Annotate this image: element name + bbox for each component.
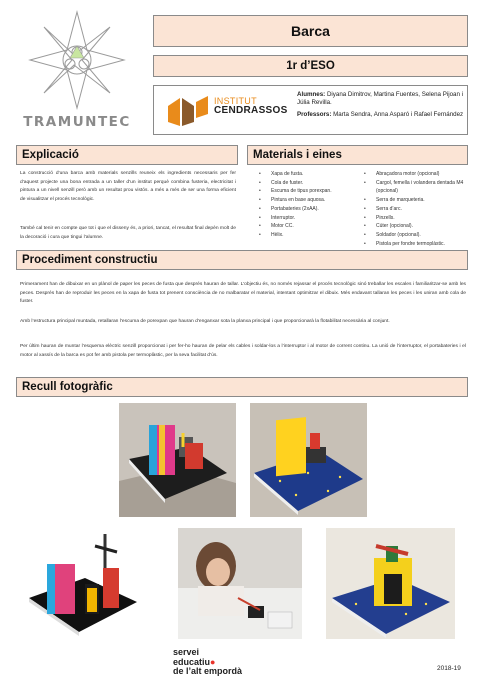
teachers: Professors: Marta Sendra, Anna Asparó i Rafael Fernández	[297, 111, 464, 119]
material-item: • Serra de marqueteria.	[362, 196, 466, 205]
material-item: • Cúter (opcional).	[362, 222, 466, 231]
section-procedure-title: Procediment constructiu	[16, 250, 468, 270]
photo-boat-1	[119, 403, 236, 517]
material-item: • Cola de fuster.	[257, 179, 357, 188]
material-item: • Serra d’arc.	[362, 205, 466, 214]
authors	[297, 91, 465, 120]
grade-label: 1r d’ESO	[153, 55, 468, 77]
material-item: • Escuma de tipus porexpan.	[257, 187, 357, 196]
institut-name: INSTITUT CENDRASSOS	[214, 96, 288, 116]
explanation-paragraph-1: La construcció d’una barca amb materials senzills reuneix els ingredients necessaris per fer d’aquest projecte una bona entrada a un taller d’un institut perquè combina fusteria, electricitat i pintura a un nivell senzill però amb un resultat prou vistós. a més a més de ser una forma eficient de visualitzar el procés tecnològic.	[20, 171, 236, 202]
brand-name: TRAMUNTEC	[23, 114, 131, 130]
credits-box	[153, 85, 468, 135]
photo-boat-4	[326, 528, 455, 639]
materials-list-1	[257, 170, 357, 240]
material-item: • Interruptor.	[257, 214, 357, 223]
photo-boat-3	[21, 528, 141, 639]
logo-dot-icon: ●	[210, 656, 216, 667]
students: Alumnes: Diyana Dimitrov, Martina Fuentes, Selena Pijoan i Júlia Revilla.	[297, 91, 464, 107]
material-item: • Abraçadora motor (opcional)	[362, 170, 466, 179]
photo-student-soldering	[178, 528, 302, 639]
explanation-paragraph-2: També cal tenir en compte que tot i que el disseny és, a priori, tancat, el resultat final depèn molt de la decoració i cura que tingui l’alumne.	[20, 226, 236, 240]
material-item: • Soldador (opcional).	[362, 231, 466, 240]
material-item: • Portabateries (2xAA).	[257, 205, 357, 214]
material-item: • Pinzells.	[362, 214, 466, 223]
section-photos-title: Recull fotogràfic	[16, 377, 468, 397]
procedure-paragraph-3: Per últim hauran de muntar l’esquema elèctric senzill proporcionat i per fer-ho hauran de pelar els cables i soldar-los a l’interruptor i al motor de corrent continu. La unió de l’interruptor, el portabateries i el motor al xassís de la barca es pot fer amb pistola per termoplàstic, per la seva facilitat d’ús.	[20, 344, 466, 358]
material-item: • Pistola per fondre termoplàstic.	[362, 240, 466, 249]
photo-boat-2	[250, 403, 367, 517]
section-materials-title: Materials i eines	[247, 145, 468, 165]
material-item: • Hèlix.	[257, 231, 357, 240]
material-item: • Pintura en base aquosa.	[257, 196, 357, 205]
material-item: • Xapa de fusta.	[257, 170, 357, 179]
material-item: • Cargol, femella i volandera dentada M4 (opcional)	[362, 179, 466, 196]
procedure-paragraph-1: Primerament han de dibuixar en un plànol de paper les peces de fusta que després hauran de tallar. L’objectiu és, no només rejassar el procés tecnològic sinó treballar les escales i familiaritzar-se amb les peces. Després han de reproduir les peces en la xapa de fusta tot prenent consciència de no malbaratar el material, intentant optimitzar el dibuix. Més endavant tallaran les peces i les uniran amb cola de fuster.	[20, 282, 466, 305]
procedure-paragraph-2: Amb l’estructura principal muntada, retallaran l’escuma de porexpan que hauran d’enganxar sota la planxa principal i que proporcionarà la flotabilitat necessària al conjunt.	[20, 319, 390, 324]
material-item: • Motor CC.	[257, 222, 357, 231]
servei-educatiu-logo: servei educatiu● de l’alt empordà	[173, 647, 243, 676]
section-explanation-title: Explicació	[16, 145, 238, 165]
materials-list-2	[362, 170, 466, 248]
page-title: Barca	[153, 15, 468, 47]
school-year: 2018-19	[437, 665, 461, 672]
